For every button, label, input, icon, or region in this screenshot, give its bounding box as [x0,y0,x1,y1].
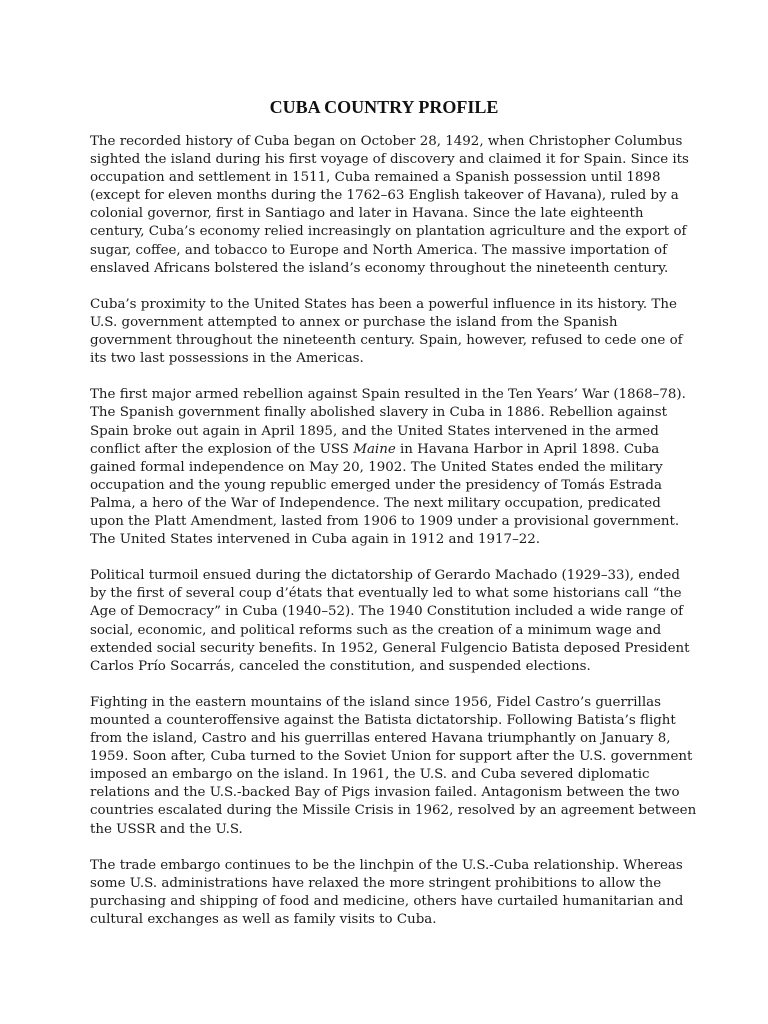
text-line: Political turmoil ensued during the dictatorship of Gerardo Machado (1929–33), ended [90,568,680,584]
text-line: Cuba’s proximity to the United States has been a powerful influence in its history. The [90,296,677,312]
text-line: the USSR and the U.S. [90,821,243,837]
paragraph [90,694,697,839]
text-line: countries escalated during the Missile Crisis in 1962, resolved by an agreement between [90,803,697,819]
text-run: in Havana Harbor in April 1898. Cuba [395,441,660,457]
paragraph [90,386,686,549]
text-line: its two last possessions in the Americas. [90,351,364,367]
text-line: by the first of several coup d’états that eventually led to what some historians call “the [90,586,682,602]
text-line: upon the Platt Amendment, lasted from 1906 to 1909 under a provisional government. [90,513,680,529]
text-line: extended social security benefits. In 1952, General Fulgencio Batista deposed President [90,640,690,656]
text-run: conflict after the explosion of the USS [90,441,354,457]
text-line: The trade embargo continues to be the linchpin of the U.S.-Cuba relationship. Whereas [90,857,683,873]
text-line: some U.S. administrations have relaxed the more stringent prohibitions to allow the [90,875,662,891]
text-line: U.S. government attempted to annex or purchase the island from the Spanish [90,314,618,330]
text-line: (except for eleven months during the 1762–63 English takeover of Havana), ruled by a [90,188,679,204]
text-line [90,441,682,459]
text-line: imposed an embargo on the island. In 1961, the U.S. and Cuba severed diplomatic [90,767,650,783]
text-line: sugar, coffee, and tobacco to Europe and North America. The massive importation of [90,242,668,258]
text-line: purchasing and shipping of food and medicine, others have curtailed humanitarian and [90,893,684,909]
text-line: Fighting in the eastern mountains of the island since 1956, Fidel Castro’s guerrillas [90,694,661,710]
text-line: Age of Democracy” in Cuba (1940–52). The 1940 Constitution included a wide range of [90,604,684,620]
text-line: government throughout the nineteenth century. Spain, however, refused to cede one of [90,333,683,349]
text-line: century, Cuba’s economy relied increasingly on plantation agriculture and the export of [90,224,687,240]
document-title: CUBA COUNTRY PROFILE [269,97,499,117]
text-line: enslaved Africans bolstered the island’s economy throughout the nineteenth century. [90,260,669,276]
text-line: from the island, Castro and his guerrillas entered Havana triumphantly on January 8, [90,731,671,747]
text-line: The recorded history of Cuba began on October 28, 1492, when Christopher Columbus [90,134,683,149]
paragraph [90,296,682,368]
ship-name-italic: Maine [353,441,396,457]
text-line: 1959. Soon after, Cuba turned to the Soviet Union for support after the U.S. government [90,749,693,765]
text-line: relations and the U.S.-backed Bay of Pigs invasion failed. Antagonism between the two [90,785,680,801]
text-line: The United States intervened in Cuba again in 1912 and 1917–22. [90,532,541,548]
text-line: Spain broke out again in April 1895, and the United States intervened in the armed [90,423,659,439]
text-line: social, economic, and political reforms such as the creation of a minimum wage and [90,622,662,638]
text-line: The Spanish government finally abolished slavery in Cuba in 1886. Rebellion against [90,405,667,421]
text-line: cultural exchanges as well as family visits to Cuba. [90,912,437,928]
text-line: Palma, a hero of the War of Independence. The next military occupation, predicated [90,495,661,511]
text-line: Carlos Prío Socarrás, canceled the constitution, and suspended elections. [90,658,591,674]
text-line: colonial governor, first in Santiago and later in Havana. Since the late eighteenth [90,206,644,222]
text-line: mounted a counteroffensive against the Batista dictatorship. Following Batista’s flight [90,713,676,728]
text-line: occupation and the young republic emerged under the presidency of Tomás Estrada [90,477,662,493]
document-body [90,133,697,947]
text-line: gained formal independence on May 20, 1902. The United States ended the military [90,459,663,475]
paragraph [90,567,690,676]
paragraph [90,857,682,929]
paragraph [90,133,689,278]
text-line: occupation and settlement in 1511, Cuba remained a Spanish possession until 1898 [90,170,661,186]
text-line: The first major armed rebellion against Spain resulted in the Ten Years’ War (1868–78). [90,387,686,403]
text-line: sighted the island during his first voyage of discovery and claimed it for Spain. Since its [90,152,689,168]
